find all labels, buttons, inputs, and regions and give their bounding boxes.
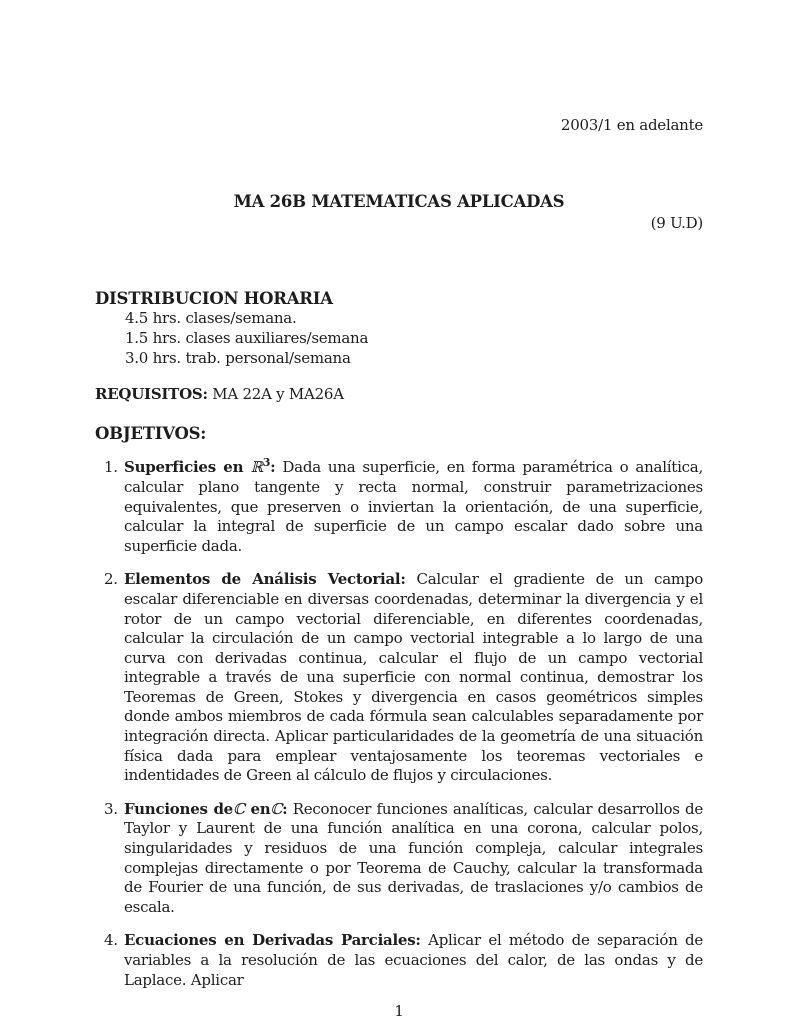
item-number: 3. xyxy=(104,799,118,818)
superscript: 3 xyxy=(262,456,271,470)
objective-item-3 xyxy=(95,800,703,918)
item-body: Aplicar el método de separación de variables a la resolución de las ecuaciones del calor, de las ondas y de Laplace. Aplicar xyxy=(124,931,703,989)
requisitos-value: MA 22A y MA26A xyxy=(207,385,344,404)
distribucion-heading: DISTRIBUCION HORARIA xyxy=(95,288,333,308)
complex-numbers-symbol: ℂ xyxy=(270,799,283,818)
objective-item-2 xyxy=(95,570,703,786)
hours-line-2: 1.5 hrs. clases auxiliares/semana xyxy=(125,328,369,347)
item-lead: Ecuaciones en Derivadas Parciales: xyxy=(124,931,421,950)
item-lead-colon: : xyxy=(282,799,288,818)
item-body: Dada una superficie, en forma paramétrica o analítica, calcular plano tangente y recta normal, construir parametrizaciones equivalentes, que preserven o inviertan la orientación, de una superficie, calcular la integral de superficie de un campo escalar dado sobre una superficie dada. xyxy=(124,458,703,555)
item-lead: Funciones de xyxy=(124,799,233,818)
item-body: Reconocer funciones analíticas, calcular desarrollos de Taylor y Laurent de una función analítica en una corona, calcular polos, singularidades y residuos de una función compleja, calcular integrales complejas directamente o por Teorema de Cauchy, calcular la transformada de Fourier de una función, de sus derivadas, de traslaciones y/o cambios de escala. xyxy=(124,799,704,916)
objetivos-list xyxy=(95,458,703,990)
page-number: 1 xyxy=(394,1002,404,1021)
item-number: 2. xyxy=(104,570,118,589)
hours-line-1: 4.5 hrs. clases/semana. xyxy=(125,309,297,328)
item-lead: Superficies en xyxy=(124,458,251,477)
objetivos-heading: OBJETIVOS: xyxy=(95,423,207,443)
requisitos-label: REQUISITOS: xyxy=(95,385,208,404)
course-title: MA 26B MATEMATICAS APLICADAS xyxy=(233,191,565,211)
item-body: Calcular el gradiente de un campo escalar diferenciable en diversas coordenadas, determinar la divergencia y el rotor de un campo vectorial diferenciable, en diferentes coordenadas, calcular la circulación de un campo vectorial integrable a lo largo de una curva con derivadas continua, calcular el flujo de un campo vectorial integrable a través de una superficie con normal continua, demostrar los Teoremas de Green, Stokes y divergencia en casos geométricos simples donde ambos miembros de cada fórmula sean calculables separadamente por integración directa. Aplicar particularidades de la geometría de una situación física dada para emplear ventajosamente los teoremas vectoriales e indentidades de Green al cálculo de flujos y circulaciones. xyxy=(124,570,703,785)
requisitos-line xyxy=(95,385,703,405)
objective-item-1 xyxy=(95,458,703,556)
complex-numbers-symbol: ℂ xyxy=(232,799,245,818)
objective-item-4 xyxy=(95,931,703,990)
item-lead-colon: : xyxy=(270,458,276,477)
hours-list xyxy=(125,309,703,368)
item-number: 4. xyxy=(104,931,118,950)
real-numbers-symbol: ℝ xyxy=(250,458,263,477)
item-number: 1. xyxy=(104,458,118,477)
hours-line-3: 3.0 hrs. trab. personal/semana xyxy=(125,348,351,367)
header-date: 2003/1 en adelante xyxy=(560,116,703,134)
course-units: (9 U.D) xyxy=(650,214,703,233)
item-lead-mid: en xyxy=(244,799,271,818)
item-lead: Elementos de Análisis Vectorial: xyxy=(124,570,406,589)
